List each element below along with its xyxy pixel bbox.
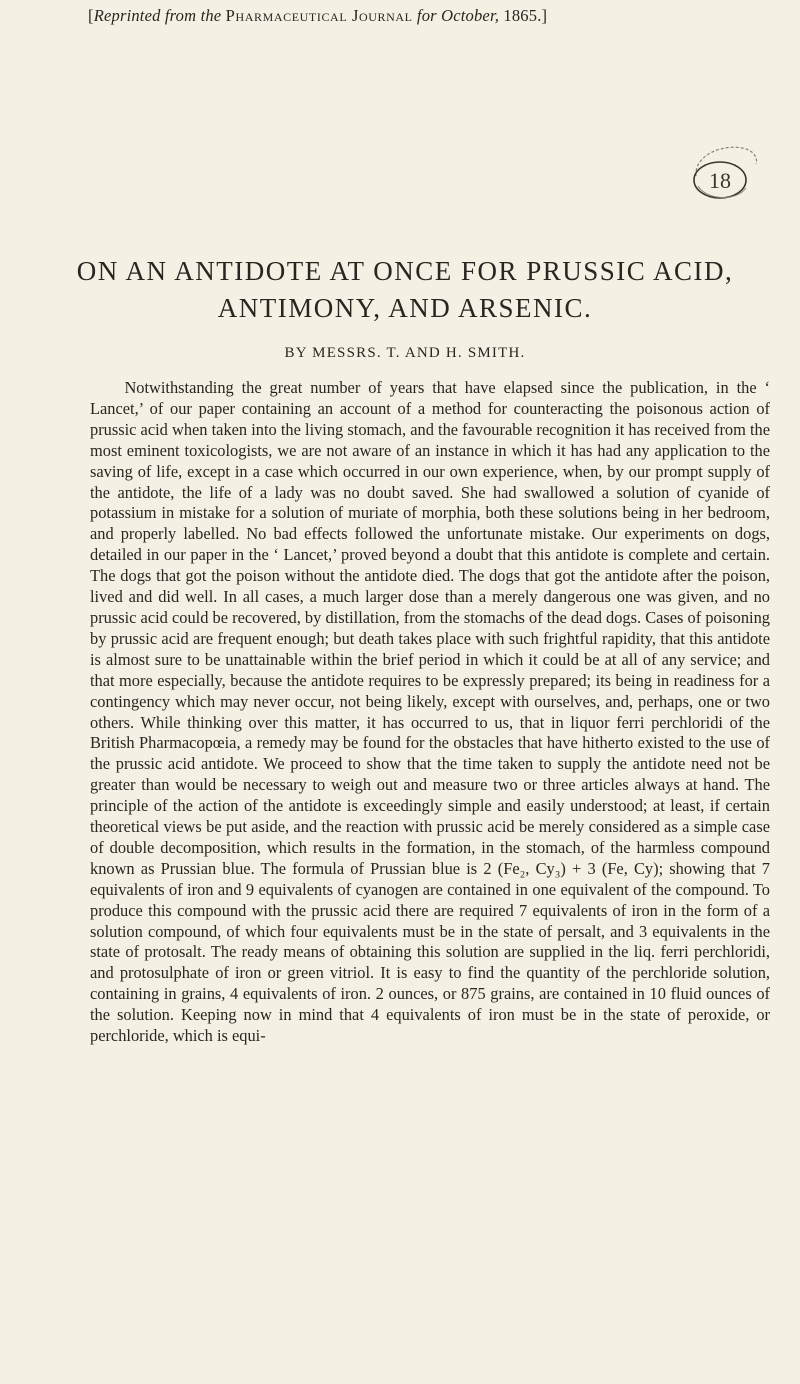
article-title: ON AN ANTIDOTE AT ONCE FOR PRUSSIC ACID, ANTIMONY, AND ARSENIC. <box>76 256 734 323</box>
issue-year: 1865.] <box>503 6 548 25</box>
issue-month: for October, <box>416 6 500 25</box>
stamp-text: 18 <box>709 168 731 193</box>
article-body: Notwithstanding the great number of years that have elapsed since the publication, in the ‘ Lancet,’ of our paper containing an account of a method for counteracting the poisonous action of prussic acid when taken into the living stomach, and the favourable recognition it has received from the most eminent toxicologists, we are not aware of an instance in which it has had any application to the saving of life, except in a case which occurred in our own experience, when, by our prompt supply of the antidote, the life of a lady was no doubt saved. She had swallowed a solution of cyanide of potassium in mistake for a solution of muriate of morphia, both these solutions being in her bedroom, and properly labelled. No bad effects followed the unfortunate mistake. Our experiments on dogs, detailed in our paper in the ‘ Lancet,’ proved beyond a doubt that this antidote is complete and certain. The dogs that got the poison without the antidote died. The dogs that got the antidote after the poison, lived and did well. In all cases, a much larger dose than a merely dangerous one was given, and no prussic acid could be recovered, by distillation, from the stomachs of the dead dogs. Cases of poisoning by prussic acid are frequent enough; but death takes place with such frightful rapidity, that this antidote is almost sure to be unattainable within the brief period in which it could be at all of any service; and that more especially, because the antidote requires to be expressly prepared; its being in readiness for a contingency which may never occur, not being likely, except with ourselves, and, perhaps, one or two others. While thinking over this matter, it has occurred to us, that in liquor ferri perchloridi of the British Pharmacopœia, a remedy may be found for the obstacles that have hitherto existed to the use of the prussic acid antidote. We proceed to show that the time taken to supply the antidote need not be greater than would be necessary to weigh out and measure two or three articles always at hand. The principle of the action of the antidote is exceedingly simple and easily understood; at least, if certain theoretical views be put aside, and the reaction with prussic acid be merely considered as a simple case of double decomposition, which results in the formation, in the stomach, of the harmless compound known as Prussian blue. The formula of Prussian blue is 2 (Fe₂, Cy₃) + 3 (Fe, Cy); showing that 7 equivalents of iron and 9 equivalents of cyanogen are contained in one equivalent of the compound. To produce this compound with the prussic acid there are required 7 equivalents of iron in the form of a solution compound, of which four equivalents must be in the state of persalt, and 3 equivalents in the state of protosalt. The ready means of obtaining this solution are supplied in the liq. ferri perchloridi, and protosulphate of iron or green vitriol. It is easy to find the quantity of the perchloride solution, containing in grains, 4 equivalents of iron. 2 ounces, or 875 grains, are contained in 10 fluid ounces of the solution. Keeping now in mind that 4 equivalents of iron must be in the state of peroxide, or perchloride, which is equi- <box>90 378 770 1046</box>
reprint-open-bracket: [ <box>88 6 94 25</box>
reprint-note <box>88 6 547 26</box>
reprint-from-label: Reprinted from the <box>93 6 222 25</box>
stamp-mark <box>676 136 766 216</box>
journal-name: Pharmaceutical Journal <box>225 6 413 25</box>
article-authors: BY MESSRS. T. AND H. SMITH. <box>284 345 526 361</box>
library-stamp <box>676 136 766 216</box>
